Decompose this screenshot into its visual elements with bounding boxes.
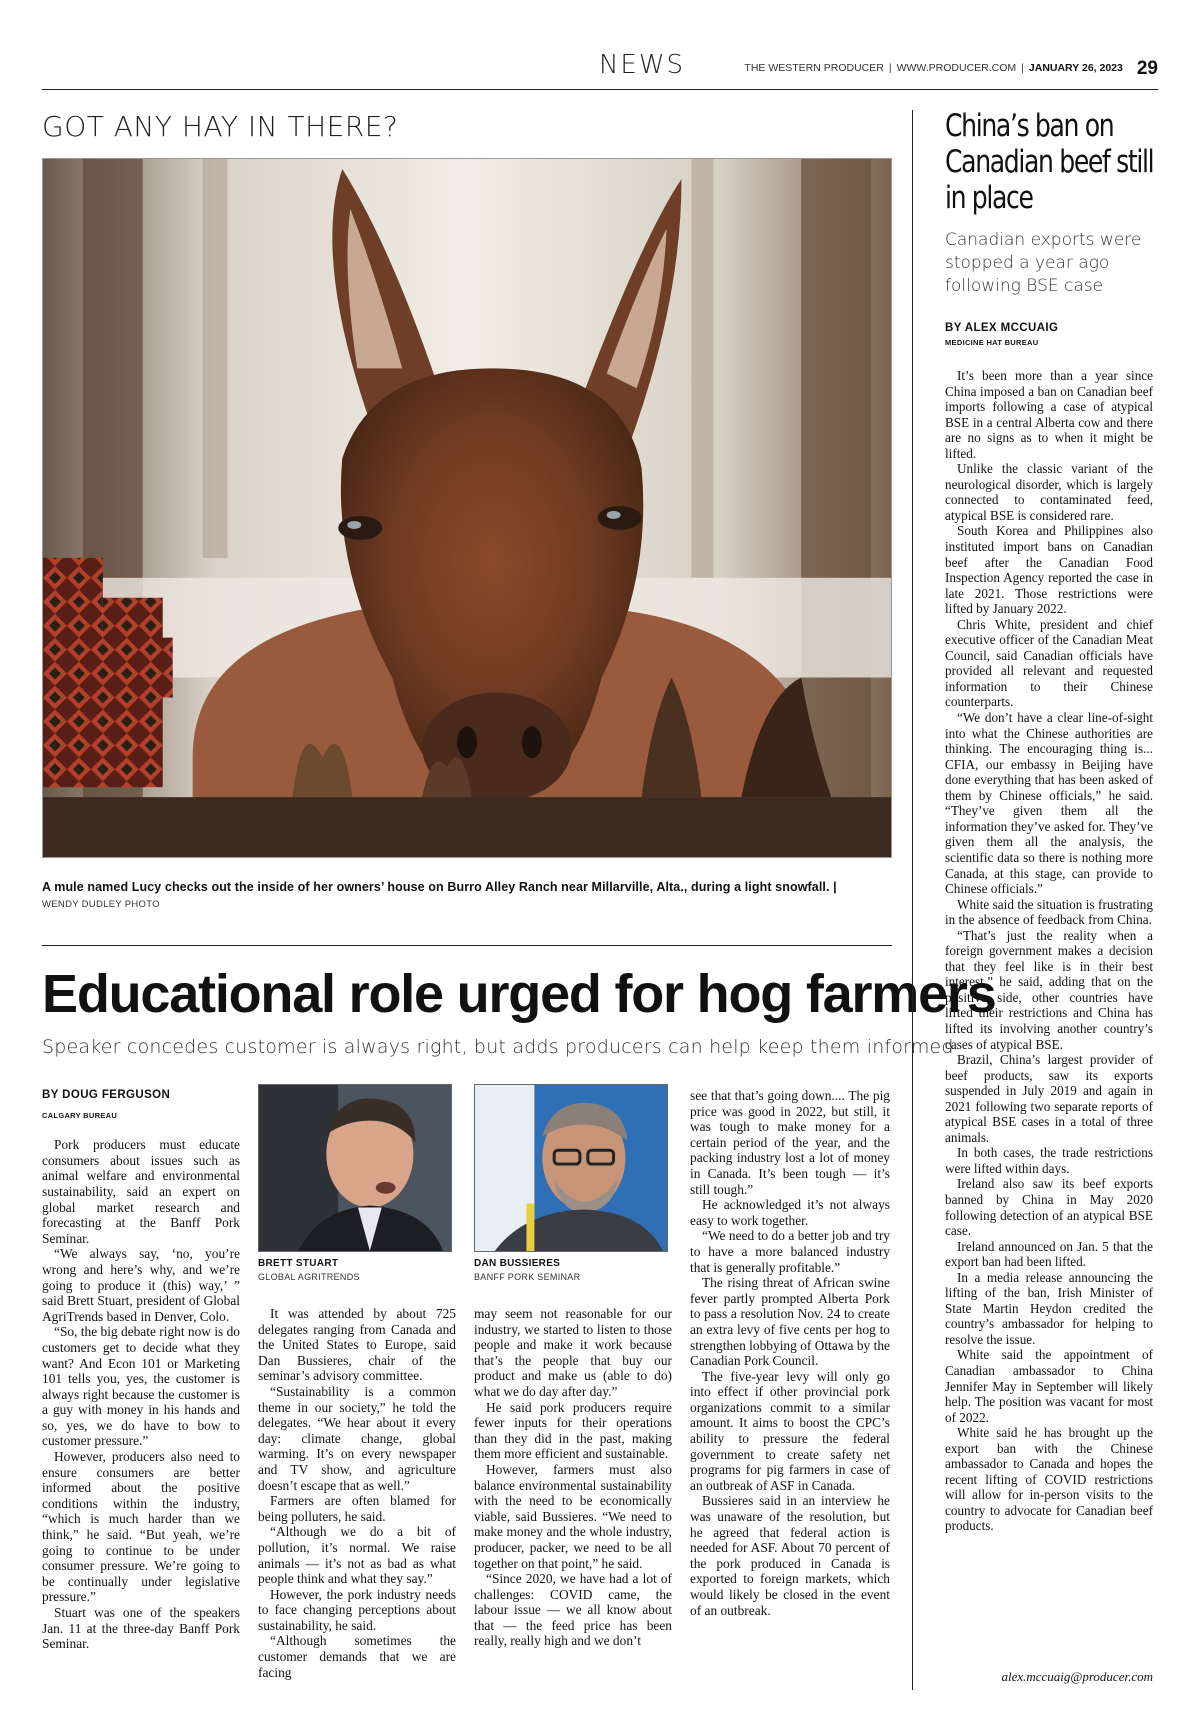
paragraph: Chris White, president and chief executive officer of the Canadian Meat Council, said Canadian officials have provided all relevant and requested information to their Chinese counterparts. <box>945 616 1153 710</box>
dan-bussieres-photo <box>474 1084 668 1252</box>
paragraph: In both cases, the trade restrictions were lifted within days. <box>945 1145 1153 1176</box>
side-headline: China’s ban on Canadian beef still in place <box>945 108 1154 216</box>
paragraph: In a media release announcing the lifting of the ban, Irish Minister of State Martin Heydon credited the country’s ambassador for helping to resolve the issue. <box>945 1269 1153 1347</box>
photo-credit: WENDY DUDLEY PHOTO <box>42 899 160 910</box>
page-number: 29 <box>1136 58 1158 79</box>
paragraph: “We need to do a better job and try to have a more balanced industry that is generally profitable.” <box>690 1228 890 1275</box>
paragraph: It was attended by about 725 delegates ranging from Canada and the United States to Europe, said Dan Bussieres, chair of the seminar’s advisory committee. <box>258 1306 456 1384</box>
paragraph: “We don’t have a clear line-of-sight into what the Chinese authorities are thinking. The encouraging thing is... CFIA, our embassy in Beijing have done everything that has been asked of them by Chinese officials,” he said. “They’ve given them all the information they’ve asked for. They’ve given them all the analysis, the scientific data so there is nothing more Canada, at this stage, can provide to Chinese officials.” <box>945 710 1153 897</box>
mug-name: BRETT STUART <box>258 1258 339 1269</box>
main-headline: Educational role urged for hog farmers <box>42 964 996 1024</box>
paragraph: However, the pork industry needs to face changing perceptions about sustainability, he said. <box>258 1586 456 1633</box>
paragraph: White said the situation is frustrating in the absence of feedback from China. <box>945 896 1153 928</box>
author-email[interactable]: alex.mccuaig@producer.com <box>1001 1669 1153 1684</box>
paragraph: Stuart was one of the speakers Jan. 11 at the three-day Banff Pork Seminar. <box>42 1605 240 1652</box>
page-header <box>42 48 1158 90</box>
paragraph: may seem not reasonable for our industry, we started to listen to those people and make it work because that’s the people that buy our product and make us (able to do) what we do day after day.” <box>474 1306 672 1399</box>
paragraph: Unlike the classic variant of the neurological disorder, which is largely connected to contaminated feed, atypical BSE is considered rare. <box>945 461 1153 523</box>
paragraph: He acknowledged it’s not always easy to work together. <box>690 1197 890 1228</box>
mule-photo <box>42 158 892 858</box>
paragraph: It’s been more than a year since China imposed a ban on Canadian beef imports following a case of atypical BSE in a central Alberta cow and there are no signs as to when it might be lifted. <box>945 368 1153 461</box>
paragraph: Bussieres said in an interview he was unaware of the resolution, but he agreed that federal action is needed for ASF. About 70 percent of the pork produced in Canada is exported to foreign markets, which would likely be closed in the event of an outbreak. <box>690 1493 890 1618</box>
paragraph: He said pork producers require fewer inputs for their operations than they did in the past, making them more efficient and sustainable. <box>474 1399 672 1462</box>
mug-title: BANFF PORK SEMINAR <box>474 1272 581 1282</box>
paragraph: However, farmers must also balance environmental sustainability with the need to be economically viable, said Bussieres. “We need to make money and the whole industry, producer, packer, we need to be all together on that point,” he said. <box>474 1461 672 1571</box>
paragraph: South Korea and Philippines also instituted import bans on Canadian beef after the Canadian Food Inspection Agency reported the case in late 2021. Those restrictions were lifted by January 2022. <box>945 523 1153 617</box>
paragraph: “That’s just the reality when a foreign government makes a decision that they feel like is in their best interest,” he said, adding that on the positive side, other countries have lifted their restrictions and China has lifted its involving another country’s cases of atypical BSE. <box>945 927 1153 1052</box>
main-story-column-3 <box>474 1306 672 1649</box>
mug-name: DAN BUSSIERES <box>474 1258 561 1269</box>
paragraph: “Sustainability is a common theme in our society,” he told the delegates. “We hear about it every day: climate change, global warming. It’s on every newspaper and TV show, and agriculture doesn’t escape that as well.” <box>258 1383 456 1493</box>
paragraph: “Since 2020, we have had a lot of challenges: COVID came, the labour issue — we all know about that — the feed price has been really, really high and we don’t <box>474 1571 672 1649</box>
paragraph: The five-year levy will only go into effect if other provincial pork organizations commit to a similar amount. It aims to boost the CPC’s ability to pressure the federal government to create safety net programs for pig farmers in case of an outbreak of ASF in Canada. <box>690 1368 890 1493</box>
paragraph: Ireland also saw its beef exports banned by China in May 2020 following detection of an atypical BSE case. <box>945 1176 1153 1239</box>
website-link[interactable]: WWW.PRODUCER.COM <box>896 62 1017 74</box>
paragraph: “We always say, ‘no, you’re wrong and here’s why, and we’re going to produce it (this) way,’ ” said Brett Stuart, president of Global AgriTrends based in Denver, Colo. <box>42 1246 240 1324</box>
masthead: THE WESTERN PRODUCER | WWW.PRODUCER.COM | JANUARY 26, 2023 29 <box>744 58 1158 79</box>
brett-stuart-photo <box>258 1084 452 1252</box>
side-byline-block <box>945 322 1160 347</box>
photo-caption: A mule named Lucy checks out the inside of her owners’ house on Burro Alley Ranch near Millarville, Alta., during a light snowfall. | <box>42 880 837 894</box>
section-name: NEWS <box>598 50 686 80</box>
paragraph: see that that’s going down.... The pig price was good in 2022, but still, it was tough to make money for a certain period of the year, and the packing industry lost a lot of money in Canada. It’s been tough — it’s still tough.” <box>690 1088 890 1197</box>
paragraph: “Although sometimes the customer demands that we are facing <box>258 1633 456 1680</box>
main-byline: BY DOUG FERGUSON <box>42 1089 171 1101</box>
main-story-column-1 <box>42 1088 240 1652</box>
photo-heading: GOT ANY HAY IN THERE? <box>42 110 399 143</box>
side-byline: BY ALEX MCCUAIG <box>945 322 1059 334</box>
paragraph: Farmers are often blamed for being polluters, he said. <box>258 1493 456 1524</box>
paragraph: Pork producers must educate consumers about issues such as animal welfare and environmental sustainability, said an expert on global market research and forecasting at the Banff Pork Seminar. <box>42 1137 240 1246</box>
main-bureau: CALGARY BUREAU <box>42 1110 118 1120</box>
main-deck: Speaker concedes customer is always right, but adds producers can help keep them informed <box>42 1036 954 1058</box>
issue-date: JANUARY 26, 2023 <box>1028 62 1123 74</box>
side-story-body <box>945 368 1153 1534</box>
mug-title: GLOBAL AGRITRENDS <box>258 1272 360 1282</box>
side-bureau: MEDICINE HAT BUREAU <box>945 338 1039 347</box>
publication-name: THE WESTERN PRODUCER <box>744 62 884 74</box>
paragraph: White said the appointment of Canadian ambassador to China Jennifer May in September will likely help. The position was vacant for most of 2022. <box>945 1347 1153 1425</box>
paragraph: Brazil, China’s largest provider of beef products, saw its exports suspended in July 2019 and again in 2021 following two separate reports of atypical BSE cases in a total of three animals. <box>945 1052 1153 1145</box>
paragraph: The rising threat of African swine fever partly prompted Alberta Pork to pass a resolution Nov. 24 to create an extra levy of five cents per hog to strengthen lobbying of Ottawa by the Canadian Pork Council. <box>690 1275 890 1369</box>
paragraph: However, producers also need to ensure consumers are better informed about the positive conditions within the industry, “which is much harder than we think,” he said. “But yeah, we’re going to continue to be under consumer pressure. We’re going to be continually under legislative pressure.” <box>42 1449 240 1605</box>
paragraph: White said he has brought up the export ban with the Chinese ambassador to Canada and hopes the recent lifting of COVID restrictions will allow for in-person visits to the country to advocate for Canadian beef products. <box>945 1425 1153 1534</box>
main-story-column-2 <box>258 1306 456 1680</box>
main-story-column-4 <box>690 1088 890 1618</box>
paragraph: “So, the big debate right now is do customers get to decide what they want? And Econ 101 or Marketing 101 tells you, yes, the customer is always right because the customer is a guy with money in his hands and so, yes, we do have to bow to customer pressure.” <box>42 1324 240 1449</box>
paragraph: “Although we do a bit of pollution, it’s normal. We raise animals — it’s not as bad as what people think and what they say.” <box>258 1524 456 1587</box>
section-divider <box>42 945 892 946</box>
side-deck: Canadian exports were stopped a year ago following BSE case <box>945 230 1142 296</box>
paragraph: Ireland announced on Jan. 5 that the export ban had been lifted. <box>945 1238 1153 1270</box>
column-rule <box>912 110 913 1690</box>
